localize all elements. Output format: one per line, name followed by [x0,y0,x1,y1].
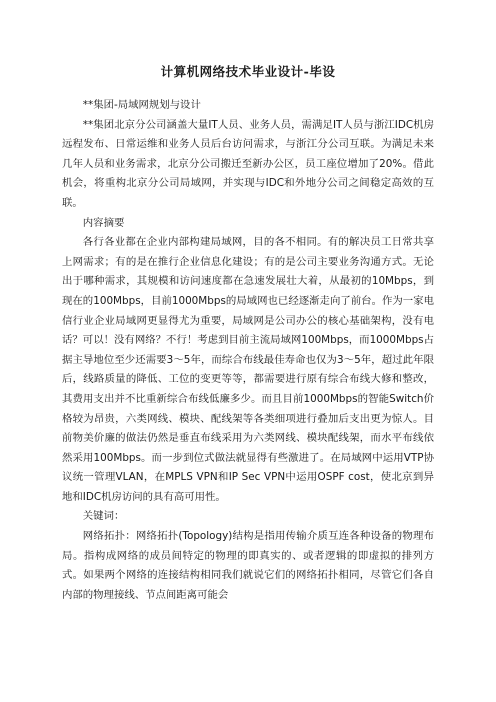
keywords-heading: 关键词： [82,510,125,523]
intro-paragraph: **集团北京分公司涵盖大量IT人员、业务人员，需满足IT人员与浙江IDC机房远程发布、日常运维和业务人员后台访问需求，与浙江分公司互联。为满足未来几年人员和业务需求，北京分公司搬迁至新办公区，员工座位增加了20%。借此机会，将重构北京分公司局域网，并实现与IDC和外地分公司之间稳定高效的互联。 [62,118,434,209]
abstract-paragraph: 各行各业都在企业内部构建局域网，目的各不相同。有的解决员工日常共享上网需求；有的是在推行企业信息化建设；有的是公司主要业务沟通方式。无论出于哪种需求，其规模和访问速度都在急速发展壮大着，从最初的10Mbps，到现在的100Mbps，目前1000Mbps的局域网也已经逐渐走向了前台。作为一家电信行业企业局域网更显得尤为重要，局域网是公司办公的核心基础架构，没有电话？可以！没有网络？不行！考虑到目前主流局域网100Mbps，而1000Mbps占据主导地位至少还需要3～5年，而综合布线最佳寿命也仅为3～5年，超过此年限后，线路质量的降低、工位的变更等等，都需要进行原有综合布线大修和整改，其费用支出并不比重新综合布线低廉多少。而且目前1000Mbps的智能Switch价格较为昂贵，六类网线、模块、配线架等各类细项进行叠加后支出更为惊人。目前物美价廉的做法仍然是垂直布线采用为六类网线、模块配线架，而水平布线依然采用100Mbps。而一步到位式做法就显得有些激进了。在局域网中运用VTP协议统一管理VLAN，在MPLS VPN和IP Sec VPN中运用OSPF cost，使北京到异地和IDC机房访问的具有高可用性。 [62,236,434,503]
document-title: 计算机网络技术毕业设计-毕设 [160,64,336,79]
abstract-heading: 内容摘要 [82,216,125,229]
topology-paragraph: 网络拓扑：网络拓扑(Topology)结构是指用传输介质互连各种设备的物理布局。指构成网络的成员间特定的物理的即真实的、或者逻辑的即虚拟的排列方式。如果两个网络的连接结构相同我们就说它们的网络拓扑相同，尽管它们各自内部的物理接线、节点间距离可能会 [62,530,434,601]
document-page [62,62,434,605]
section-heading-plan: **集团-局域网规划与设计 [82,99,201,111]
